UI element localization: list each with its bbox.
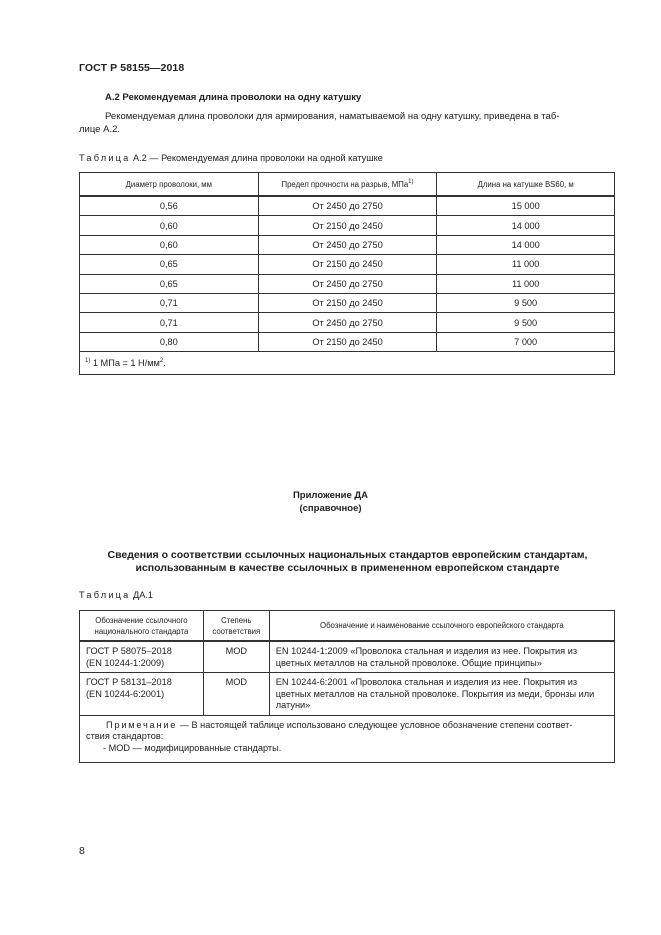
caption-rest: ДА.1 — [130, 590, 154, 600]
table-a2-caption — [79, 153, 383, 163]
table-row — [80, 196, 615, 216]
table-row — [80, 293, 615, 312]
table-da1-caption — [79, 590, 153, 600]
appendix-heading — [79, 549, 616, 575]
table-row — [80, 274, 615, 293]
table-footnote-row — [80, 352, 615, 375]
cell-diameter: 0,60 — [80, 235, 259, 254]
cell-length: 14 000 — [437, 216, 615, 235]
table-note-row — [80, 715, 615, 763]
footnote-mark: 1) — [85, 358, 91, 365]
note-rest: — В настоящей таблице использовано следующее условное обозначение степени соответ- — [177, 719, 573, 730]
header-strength-label: Предел прочности на разрыв, МПа — [281, 180, 409, 189]
national-line-2: (EN 10244-6:2001) — [86, 688, 165, 699]
table-row — [80, 255, 615, 274]
table-row — [80, 216, 615, 235]
cell-strength: От 2450 до 2750 — [258, 313, 437, 332]
note-line-2: ствия стандартов: — [86, 731, 164, 741]
header-national-standard — [80, 611, 204, 642]
cell-diameter: 0,80 — [80, 332, 259, 351]
cell-national-standard — [80, 673, 204, 716]
cell-diameter: 0,65 — [80, 255, 259, 274]
section-paragraph — [79, 110, 616, 136]
note-line-1 — [86, 720, 604, 732]
cell-strength: От 2450 до 2750 — [258, 196, 437, 216]
header-national-line-2: национального стандарта — [94, 626, 189, 636]
table-note — [80, 715, 615, 763]
cell-length: 11 000 — [437, 255, 615, 274]
header-length: Длина на катушке BS60, м — [437, 173, 615, 197]
header-degree-line-1: Степень — [221, 615, 252, 625]
appendix-heading-line-2: использованным в качестве ссылочных в примененном европейском стандарте — [135, 562, 560, 574]
header-strength — [258, 173, 437, 197]
footnote-end: . — [163, 358, 166, 369]
cell-length: 11 000 — [437, 274, 615, 293]
national-line-1: ГОСТ Р 58131–2018 — [86, 677, 172, 687]
footnote-text: 1 МПа = 1 Н/мм — [90, 358, 160, 369]
header-diameter: Диаметр проволоки, мм — [80, 173, 259, 197]
cell-length: 7 000 — [437, 332, 615, 351]
appendix-subtitle: (справочное) — [299, 503, 362, 514]
header-strength-footnote-mark: 1) — [408, 179, 414, 185]
cell-strength: От 2150 до 2450 — [258, 216, 437, 235]
cell-strength: От 2150 до 2450 — [258, 293, 437, 312]
footnote-superscript: 2 — [159, 358, 164, 365]
cell-length: 9 500 — [437, 313, 615, 332]
national-line-1: ГОСТ Р 58075–2018 — [86, 646, 172, 656]
cell-european-standard: EN 10244-6:2001 «Проволока стальная и изделия из нее. Покрытия из цветных металлов на стальной проволоке. Покрытия из меди, бронзы или латуни» — [269, 673, 614, 716]
table-da1 — [79, 610, 615, 763]
note-prefix: Примечание — [106, 719, 178, 730]
table-header-row — [80, 611, 615, 642]
header-degree — [203, 611, 269, 642]
cell-diameter: 0,65 — [80, 274, 259, 293]
section-title: А.2 Рекомендуемая длина проволоки на одну катушку — [105, 92, 362, 103]
page-number: 8 — [79, 845, 85, 857]
cell-strength: От 2450 до 2750 — [258, 274, 437, 293]
header-european-standard: Обозначение и наименование ссылочного европейского стандарта — [269, 611, 614, 642]
caption-prefix: Таблица — [79, 153, 131, 163]
table-row — [80, 332, 615, 351]
table-row — [80, 313, 615, 332]
appendix-title: Приложение ДА — [292, 490, 369, 501]
document-code-header: ГОСТ Р 58155—2018 — [79, 62, 185, 74]
cell-diameter: 0,60 — [80, 216, 259, 235]
header-degree-line-2: соответствия — [212, 626, 261, 636]
cell-degree: MOD — [203, 641, 269, 673]
cell-strength: От 2450 до 2750 — [258, 235, 437, 254]
caption-rest: А.2 — Рекомендуемая длина проволоки на одной катушке — [130, 153, 383, 163]
cell-degree: MOD — [203, 673, 269, 716]
cell-diameter: 0,71 — [80, 293, 259, 312]
cell-length: 9 500 — [437, 293, 615, 312]
cell-diameter: 0,71 — [80, 313, 259, 332]
appendix-heading-line-1: Сведения о соответствии ссылочных национальных стандартов европейским стандартам, — [107, 549, 588, 561]
cell-diameter: 0,56 — [80, 196, 259, 216]
note-line-3: - MOD — модифицированные стандарты. — [103, 742, 282, 753]
paragraph-line-2: лице А.2. — [79, 124, 121, 135]
caption-prefix: Таблица — [79, 590, 131, 600]
table-a2 — [79, 172, 615, 375]
cell-length: 14 000 — [437, 235, 615, 254]
header-national-line-1: Обозначение ссылочного — [95, 615, 188, 625]
cell-length: 15 000 — [437, 196, 615, 216]
cell-national-standard — [80, 641, 204, 673]
table-row — [80, 641, 615, 673]
paragraph-line-1: Рекомендуемая длина проволоки для армирования, наматываемой на одну катушку, приведена в таб- — [105, 111, 560, 122]
cell-european-standard: EN 10244-1:2009 «Проволока стальная и изделия из нее. Покрытия из цветных металлов на стальной проволоке. Общие принципы» — [269, 641, 614, 673]
table-header-row — [80, 173, 615, 197]
national-line-2: (EN 10244-1:2009) — [86, 657, 165, 668]
table-row — [80, 673, 615, 716]
cell-strength: От 2150 до 2450 — [258, 332, 437, 351]
table-footnote — [80, 352, 615, 375]
table-row — [80, 235, 615, 254]
cell-strength: От 2150 до 2450 — [258, 255, 437, 274]
